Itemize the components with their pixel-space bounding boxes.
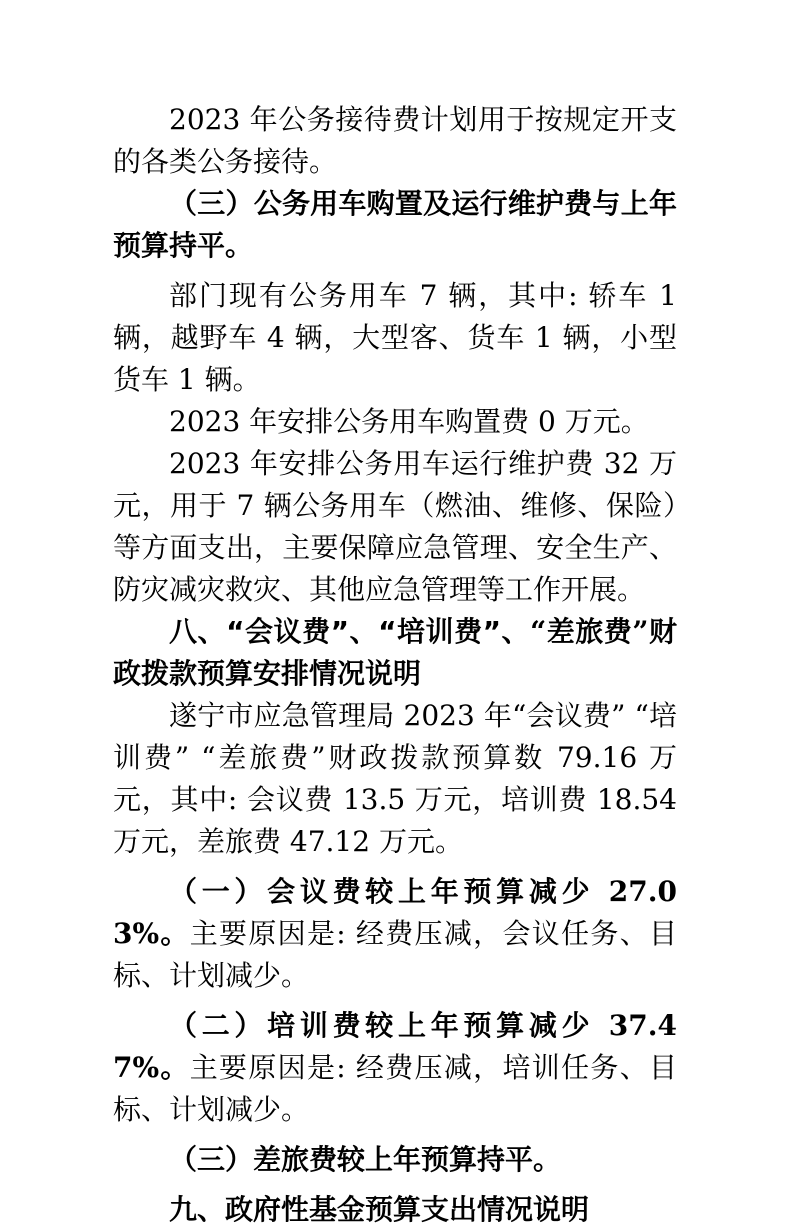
paragraph-vehicle-count xyxy=(113,275,677,401)
text-run: 主要原因是: 经费压减，会议任务、目标、计划减少。 xyxy=(113,917,677,992)
paragraph-official-reception xyxy=(113,99,677,183)
text-run-emphasis: （一）会议费较上年预算减少 27.03%。 xyxy=(113,875,677,950)
text-run: 部门现有公务用车 7 辆，其中: 轿车 1 辆，越野车 4 辆，大型客、货车 1 辆，小型货车 1 辆。 xyxy=(113,279,677,396)
text-run: 遂宁市应急管理局 2023 年“会议费” “培训费” “差旅费”财政拨款预算数 79.16 万元，其中: 会议费 13.5 万元，培训费 18.54 万元，差旅费 47.12 万元。 xyxy=(113,699,677,858)
text-run-emphasis: （二）培训费较上年预算减少 37.47%。 xyxy=(113,1009,677,1084)
text-run: 2023 年安排公务用车运行维护费 32 万元，用于 7 辆公务用车（燃油、维修、保险）等方面支出，主要保障应急管理、安全生产、防灾减灾救灾、其他应急管理等工作开展。 xyxy=(113,447,677,606)
text-run: 2023 年安排公务用车购置费 0 万元。 xyxy=(169,405,649,438)
heading-travel-fee-flat xyxy=(113,1139,677,1181)
text-run: （三）差旅费较上年预算持平。 xyxy=(169,1143,562,1176)
text-run-travel-fee: “差旅费” xyxy=(530,615,649,648)
paragraph-fee-budget-summary xyxy=(113,695,677,863)
text-run: 2023 年公务接待费计划用于按规定开支的各类公务接待。 xyxy=(113,103,677,178)
text-run: 财政拨款预算安排情况说明 xyxy=(113,615,677,690)
heading-vehicle-budget-flat xyxy=(113,183,677,267)
text-run: 八、“会议费”、“培训费”、 xyxy=(169,615,531,648)
text-run: 九、政府性基金预算支出情况说明 xyxy=(169,1193,590,1226)
heading-section-9 xyxy=(113,1189,677,1231)
paragraph-vehicle-maintenance xyxy=(113,443,677,611)
paragraph-meeting-fee-decrease xyxy=(113,871,677,997)
paragraph-training-fee-decrease xyxy=(113,1005,677,1131)
paragraph-vehicle-purchase xyxy=(113,401,677,443)
text-run: （三）公务用车购置及运行维护费与上年预算持平。 xyxy=(113,187,677,262)
text-run: 主要原因是: 经费压减，培训任务、目标、计划减少。 xyxy=(113,1051,677,1126)
heading-section-8 xyxy=(113,611,677,695)
